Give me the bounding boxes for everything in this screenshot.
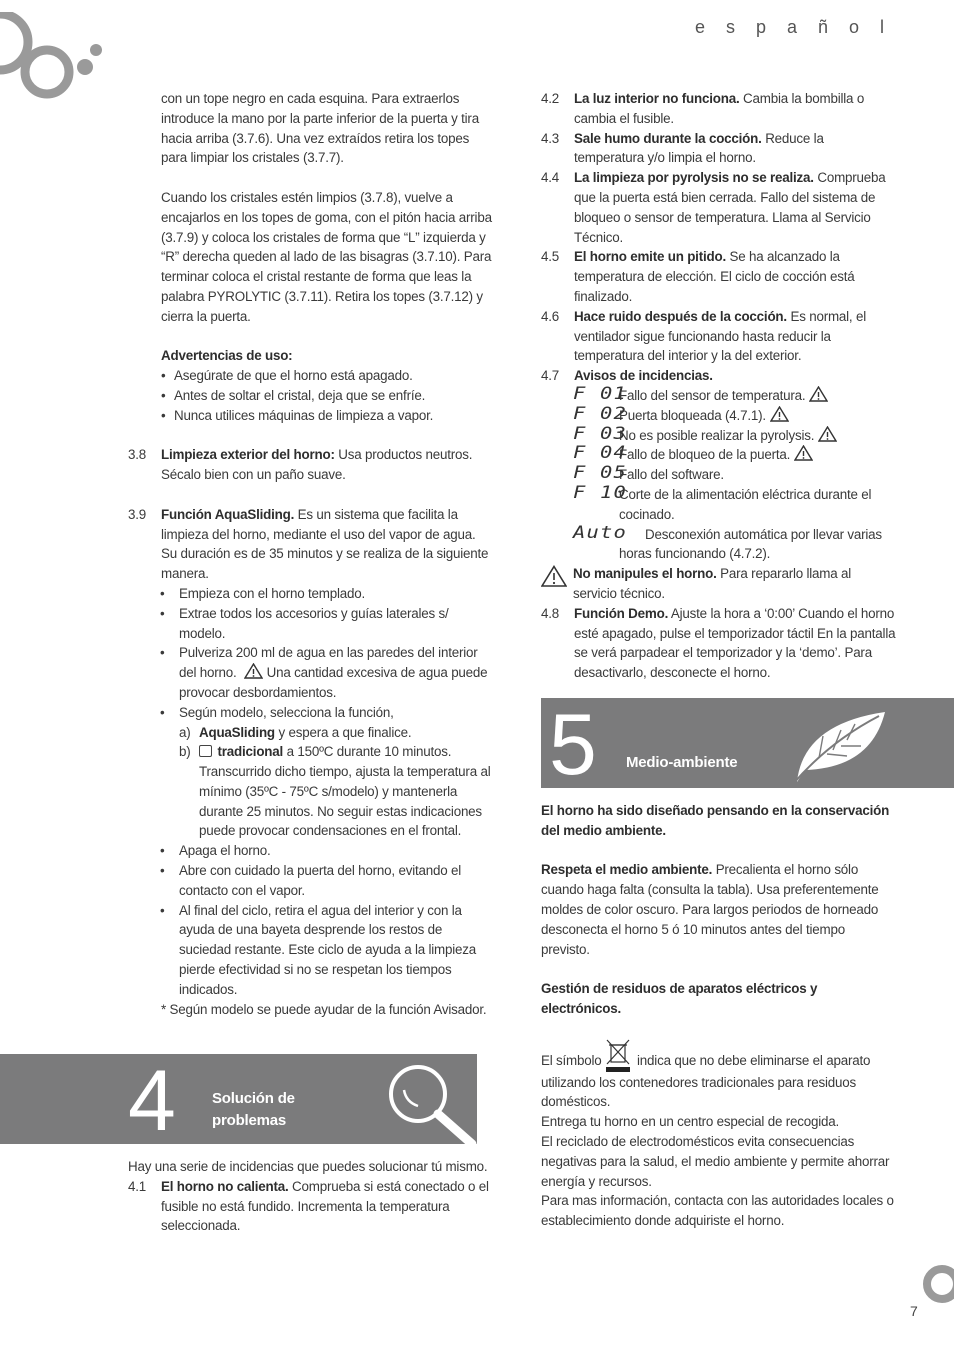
warning-icon — [809, 386, 828, 402]
sub-item-a — [128, 723, 494, 743]
section-text: Usa productos neutros. Sécalo bien con un paño suave. — [161, 447, 473, 483]
section-4-2 — [541, 89, 897, 129]
footnote: * Según modelo se puede ayudar de la función Avisador. — [161, 1001, 487, 1017]
traditional-function-icon — [199, 745, 212, 757]
paragraph-text: El símbolo — [541, 1052, 602, 1068]
section-title: La luz interior no funciona. — [574, 91, 740, 106]
paragraph: Cuando los cristales estén limpios (3.7.8), vuelve a encajarlos en los topes de goma, con el pitón hacia arriba (3.7.9) y coloca los cristales de forma que “L” izquierda y “R” derecha queden al lado de las bisagras (3.7.10). Para terminar coloca el cristal restante de forma que leas la palabra PYROLYTIC (3.7.11). Retira los topes (3.7.12) y cierra la puerta. — [161, 189, 492, 324]
section-text: Comprueba si está conectado o el fusible no está fundido. Incrementa la temperatura seleccionada. — [161, 1178, 489, 1234]
section-4-banner — [0, 1054, 477, 1144]
section-title: Hace ruido después de la cocción. — [574, 308, 787, 324]
paragraph-text: indica que no debe eliminarse el aparato utilizando los contenedores tradicionales para residuos domésticos. — [541, 1052, 871, 1110]
section-4-6 — [541, 307, 897, 366]
function-name: AquaSliding — [199, 724, 275, 740]
list-item: • Asegúrate de que el horno está apagado. — [128, 366, 494, 386]
section-text: Se ha alcanzado la temperatura de elección. El ciclo de cocción está finalizado. — [574, 249, 855, 304]
sub-label: a) — [179, 724, 191, 740]
warning-icon — [794, 445, 813, 461]
error-code-row — [541, 482, 897, 525]
crossed-bin-icon — [604, 1039, 632, 1073]
corner-circle-icon — [920, 1264, 954, 1304]
section-number: 4.6 — [541, 308, 560, 324]
section-number: 4.3 — [541, 130, 560, 146]
section-text: Es normal, el ventilador sigue funcionando hasta reducir la temperatura del interior y la del exterior. — [574, 308, 866, 364]
sub-label: b) — [179, 744, 191, 760]
list-item: • Empieza con el horno templado. — [128, 584, 494, 604]
section-number: 4.5 — [541, 249, 560, 265]
error-code: F 04 — [573, 443, 627, 464]
section-title: La limpieza por pyrolysis no se realiza. — [574, 170, 814, 186]
brand-logo-icon — [0, 12, 110, 107]
section-title: El horno emite un pitido. — [574, 249, 726, 265]
list-item: • Extrae todos los accesorios y guías laterales s/ modelo. — [128, 604, 494, 644]
error-description: No es posible realizar la pyrolysis. — [619, 427, 815, 443]
section-title: Solución de problemas — [212, 1090, 295, 1129]
item-text: Pulveriza 200 ml de agua en las paredes del interior del horno. — [179, 645, 478, 681]
intro-paragraph: Hay una serie de incidencias que puedes solucionar tú mismo. — [128, 1159, 488, 1174]
section-number-large: 4 — [128, 1054, 176, 1144]
section-number: 4.7 — [541, 368, 560, 384]
section-4-5 — [541, 247, 897, 306]
section-text: Es un sistema que facilita la limpieza del horno, mediante el uso del vapor de agua. Su duración es de 35 minutos y se realiza de la siguiente manera. — [161, 506, 489, 582]
section-title: Limpieza exterior del horno: — [161, 447, 335, 463]
list-item: • Apaga el horno. — [128, 841, 494, 861]
error-code: F 02 — [573, 403, 627, 424]
error-description: Desconexión automática por llevar varias horas funcionando (4.7.2). — [619, 526, 882, 562]
error-code: F 01 — [573, 383, 627, 404]
function-name: tradicional — [217, 744, 284, 760]
list-item — [128, 643, 494, 702]
section-text: Comprueba que la puerta está bien cerrada. Fallo del sistema de bloqueo o sensor de temperatura. Llama al Servicio Técnico. — [574, 170, 886, 245]
weee-heading: Gestión de residuos de aparatos eléctricos y electrónicos. — [541, 981, 818, 1016]
section-3-8 — [128, 445, 494, 485]
section-number: 4.1 — [128, 1178, 147, 1194]
error-description: Puerta bloqueada (4.7.1). — [619, 407, 766, 423]
section-number: 4.8 — [541, 605, 560, 621]
sub-item-b — [128, 742, 494, 841]
section-text: Reduce la temperatura y/o limpia el horno. — [574, 130, 824, 166]
section-number: 4.2 — [541, 91, 560, 106]
section-title: Avisos de incidencias. — [574, 368, 713, 384]
section-4-content — [128, 1157, 494, 1236]
paragraph-title: Respeta el medio ambiente. — [541, 862, 713, 878]
env-intro: El horno ha sido diseñado pensando en la conservación del medio ambiente. — [541, 803, 890, 838]
section-text: Cambia la bombilla o cambia el fusible. — [574, 91, 865, 126]
list-item: • Nunca utilices máquinas de limpieza a vapor. — [128, 406, 494, 426]
error-description: Corte de la alimentación eléctrica durante el cocinado. — [619, 486, 872, 522]
section-number-large: 5 — [549, 698, 597, 788]
section-5-content — [541, 801, 897, 1231]
item-text: y espera a que finalice. — [274, 724, 412, 740]
section-4-4 — [541, 168, 897, 247]
section-5-banner — [541, 698, 954, 788]
section-4-1 — [128, 1177, 494, 1236]
warning-text: Para repararlo llama al servicio técnico. — [573, 566, 852, 601]
section-3-9 — [128, 505, 494, 584]
error-code-row — [541, 522, 897, 565]
weee-paragraph: El reciclado de electrodomésticos evita consecuencias negativas para la salud, el medio ambiente y permite ahorrar energía y recursos. — [541, 1133, 890, 1189]
list-item: • Abre con cuidado la puerta del horno, evitando el contacto con el vapor. — [128, 861, 494, 901]
weee-paragraph — [541, 1039, 897, 1113]
weee-paragraph: Entrega tu horno en un centro especial de recogida. — [541, 1114, 839, 1130]
warning-icon — [770, 406, 789, 422]
list-item: • Según modelo, selecciona la función, — [128, 703, 494, 723]
paragraph-text: Precalienta el horno sólo cuando haga falta (consulta la tabla). Usa preferentemente moldes de color oscuro. Para largos periodos de horneado desconecta el horno 5 ó 10 minutos antes del tiempo previsto. — [541, 862, 879, 957]
env-paragraph — [541, 860, 897, 959]
advertencias-heading: Advertencias de uso: — [161, 348, 293, 364]
section-number: 3.8 — [128, 447, 147, 463]
right-column — [541, 89, 897, 683]
magnifier-icon — [384, 1062, 477, 1144]
error-code: Auto — [573, 522, 627, 543]
item-text: Una cantidad excesiva de agua puede provocar desbordamientos. — [179, 665, 488, 700]
section-4-8 — [541, 604, 897, 683]
warning-icon — [244, 663, 263, 679]
error-code: F 05 — [573, 463, 627, 484]
section-title: Función AquaSliding. — [161, 506, 295, 522]
list-item: • Al final del ciclo, retira el agua del interior y con la ayuda de una bayeta desprende los restos de suciedad restante. Este ciclo de ayuda a la limpieza pierde efectividad si no se respetan los tiempos indicados. — [128, 901, 494, 1000]
paragraph: con un tope negro en cada esquina. Para extraerlos introduce la mano por la parte inferior de la puerta y tira hacia arriba (3.7.6). Una vez extraídos retira los topes para limpiar los cristales (3.7.7). — [161, 91, 479, 166]
section-text: Ajuste la hora a ‘0:00’ Cuando el horno esté apagado, pulse el temporizador táctil En la pantalla se verá parpadear el temporizador y la ‘demo’. Para desactivarlo, desconecte el horno. — [574, 605, 896, 681]
section-title: Medio-ambiente — [626, 754, 738, 771]
section-number: 4.4 — [541, 170, 560, 186]
language-label: e s p a ñ o l — [694, 17, 892, 37]
warning-title: No manipules el horno. — [573, 566, 717, 582]
section-title: Sale humo durante la cocción. — [574, 130, 762, 146]
section-4-3 — [541, 129, 897, 169]
list-item: • Antes de soltar el cristal, deja que se enfríe. — [128, 386, 494, 406]
error-description: Fallo del sensor de temperatura. — [619, 387, 806, 403]
left-column — [128, 89, 494, 1019]
section-title: Función Demo. — [574, 605, 669, 621]
warning-note — [541, 564, 897, 604]
leaf-icon — [789, 706, 889, 786]
error-code: F 10 — [573, 482, 627, 503]
error-description: Fallo de bloqueo de la puerta. — [619, 447, 791, 463]
section-number: 3.9 — [128, 506, 147, 522]
error-code: F 03 — [573, 423, 627, 444]
weee-paragraph: Para mas información, contacta con las autoridades locales o establecimiento donde adquiriste el horno. — [541, 1193, 894, 1229]
error-description: Fallo del software. — [619, 467, 724, 483]
warning-icon — [818, 426, 837, 442]
page-number: 7 — [910, 1303, 918, 1319]
section-title: El horno no calienta. — [161, 1178, 289, 1194]
warning-icon — [541, 565, 567, 587]
item-text: a 150ºC durante 10 minutos. Transcurrido dicho tiempo, ajusta la temperatura al mínimo (35ºC - 75ºC s/modelo) y mantenerla durante 25 minutos. No seguir estas indicaciones puede provocar condensaciones en el frontal. — [199, 744, 491, 839]
